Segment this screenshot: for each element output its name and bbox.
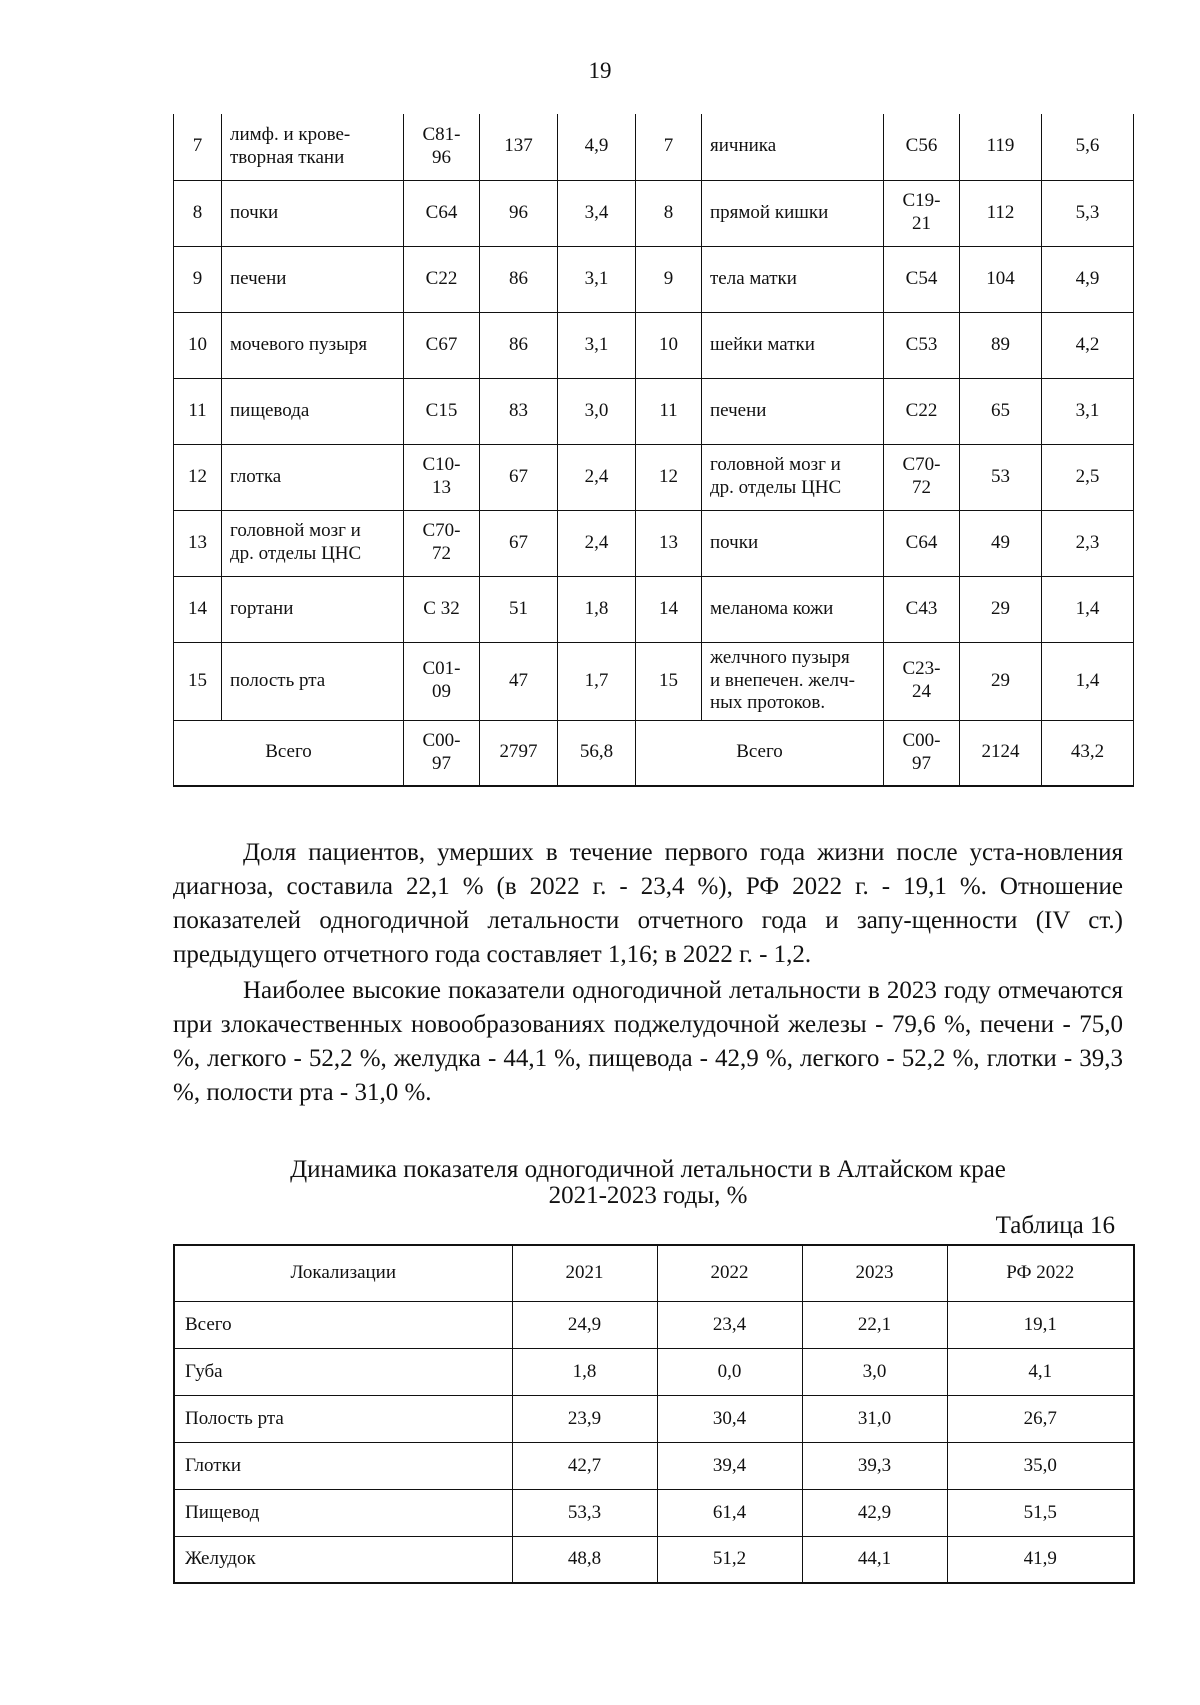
value-cell: 0,0 [657,1348,802,1395]
absolute-count-cell: 86 [480,246,558,312]
percent-cell: 56,8 [558,720,636,786]
percent-cell: 3,1 [558,312,636,378]
percent-cell: 2,4 [558,444,636,510]
column-header: 2022 [657,1245,802,1301]
table-caption [173,1157,1123,1210]
icd-code-cell: С56 [884,114,960,180]
site-name-cell: гортани [222,576,404,642]
icd-code-cell: С53 [884,312,960,378]
site-name-cell: шейки матки [702,312,884,378]
absolute-count-cell: 86 [480,312,558,378]
value-cell: 22,1 [802,1301,947,1348]
icd-code-cell: С23- 24 [884,642,960,720]
site-name-cell: головной мозг и др. отделы ЦНС [222,510,404,576]
icd-code-cell: С15 [404,378,480,444]
table-row [174,1536,1134,1583]
rank-cell: 14 [636,576,702,642]
total-row [174,720,1134,786]
absolute-count-cell: 47 [480,642,558,720]
icd-code-cell: С67 [404,312,480,378]
value-cell: 23,4 [657,1301,802,1348]
absolute-count-cell: 67 [480,510,558,576]
absolute-count-cell: 112 [960,180,1042,246]
value-cell: 41,9 [947,1536,1134,1583]
rank-cell: 12 [636,444,702,510]
rank-cell: 7 [636,114,702,180]
caption-line-2: 2021-2023 годы, % [548,1182,748,1210]
total-label-cell: Всего [174,720,404,786]
site-name-cell: почки [702,510,884,576]
table-row [174,510,1134,576]
site-name-cell: мочевого пузыря [222,312,404,378]
percent-cell: 2,4 [558,510,636,576]
site-name-cell: почки [222,180,404,246]
value-cell: 42,7 [512,1442,657,1489]
absolute-count-cell: 51 [480,576,558,642]
icd-code-cell: С81- 96 [404,114,480,180]
value-cell: 26,7 [947,1395,1134,1442]
percent-cell: 4,2 [1042,312,1134,378]
value-cell: 1,8 [512,1348,657,1395]
caption-line-1: Динамика показателя одногодичной летальности в Алтайском крае [290,1156,1006,1183]
icd-code-cell: С43 [884,576,960,642]
rank-cell: 11 [636,378,702,444]
rank-cell: 8 [636,180,702,246]
value-cell: 24,9 [512,1301,657,1348]
percent-cell: 3,4 [558,180,636,246]
percent-cell: 4,9 [558,114,636,180]
absolute-count-cell: 119 [960,114,1042,180]
value-cell: 31,0 [802,1395,947,1442]
value-cell: 61,4 [657,1489,802,1536]
table-row [174,246,1134,312]
icd-code-cell: С19- 21 [884,180,960,246]
absolute-count-cell: 2124 [960,720,1042,786]
value-cell: 48,8 [512,1536,657,1583]
percent-cell: 1,7 [558,642,636,720]
percent-cell: 2,3 [1042,510,1134,576]
percent-cell: 1,8 [558,576,636,642]
rank-cell: 13 [174,510,222,576]
icd-code-cell: С54 [884,246,960,312]
column-header: 2021 [512,1245,657,1301]
table-row [174,1348,1134,1395]
icd-code-cell: С64 [404,180,480,246]
rank-cell: 14 [174,576,222,642]
absolute-count-cell: 53 [960,444,1042,510]
percent-cell: 5,3 [1042,180,1134,246]
table-row [174,642,1134,720]
column-header: Локализации [174,1245,512,1301]
site-name-cell: меланома кожи [702,576,884,642]
icd-code-cell: С70- 72 [884,444,960,510]
site-name-cell: лимф. и крове- творная ткани [222,114,404,180]
icd-code-cell: С00- 97 [884,720,960,786]
percent-cell: 1,4 [1042,576,1134,642]
localization-cell: Губа [174,1348,512,1395]
table-row [174,1395,1134,1442]
percent-cell: 3,0 [558,378,636,444]
value-cell: 23,9 [512,1395,657,1442]
table-row [174,378,1134,444]
value-cell: 30,4 [657,1395,802,1442]
icd-code-cell: С22 [404,246,480,312]
site-name-cell: полость рта [222,642,404,720]
rank-cell: 11 [174,378,222,444]
total-label-cell: Всего [636,720,884,786]
upper-cancer-ranking-table [173,114,1134,787]
localization-cell: Полость рта [174,1395,512,1442]
absolute-count-cell: 137 [480,114,558,180]
table-row [174,312,1134,378]
site-name-cell: печени [702,378,884,444]
site-name-cell: глотка [222,444,404,510]
icd-code-cell: С00- 97 [404,720,480,786]
icd-code-cell: С01- 09 [404,642,480,720]
rank-cell: 10 [174,312,222,378]
icd-code-cell: С 32 [404,576,480,642]
paragraph-highest-rates: Наиболее высокие показатели одногодичной летальности в 2023 году отмечаются при злокачественных новообразованиях поджелудочной железы - 79,6 %, печени - 75,0 %, легкого - 52,2 %, желудка - 44,1 %, пищевода - 42,9 %, легкого - 52,2 %, глотки - 39,3 %, полости рта - 31,0 %. [173,977,1123,1106]
rank-cell: 10 [636,312,702,378]
page-number: 19 [588,58,612,83]
site-name-cell: головной мозг и др. отделы ЦНС [702,444,884,510]
absolute-count-cell: 49 [960,510,1042,576]
site-name-cell: желчного пузыря и внепечен. желч- ных протоков. [702,642,884,720]
value-cell: 51,2 [657,1536,802,1583]
percent-cell: 1,4 [1042,642,1134,720]
table-row [174,1301,1134,1348]
value-cell: 3,0 [802,1348,947,1395]
percent-cell: 4,9 [1042,246,1134,312]
percent-cell: 2,5 [1042,444,1134,510]
column-header: 2023 [802,1245,947,1301]
site-name-cell: тела матки [702,246,884,312]
rank-cell: 9 [636,246,702,312]
table-row [174,1442,1134,1489]
absolute-count-cell: 65 [960,378,1042,444]
percent-cell: 43,2 [1042,720,1134,786]
absolute-count-cell: 96 [480,180,558,246]
table-row [174,180,1134,246]
localization-cell: Пищевод [174,1489,512,1536]
rank-cell: 9 [174,246,222,312]
site-name-cell: пищевода [222,378,404,444]
icd-code-cell: С64 [884,510,960,576]
icd-code-cell: С10- 13 [404,444,480,510]
rank-cell: 15 [636,642,702,720]
rank-cell: 12 [174,444,222,510]
absolute-count-cell: 104 [960,246,1042,312]
absolute-count-cell: 83 [480,378,558,444]
table-number-label: Таблица 16 [995,1212,1115,1239]
percent-cell: 5,6 [1042,114,1134,180]
value-cell: 44,1 [802,1536,947,1583]
rank-cell: 15 [174,642,222,720]
value-cell: 39,3 [802,1442,947,1489]
localization-cell: Всего [174,1301,512,1348]
value-cell: 39,4 [657,1442,802,1489]
one-year-mortality-table [173,1244,1135,1584]
absolute-count-cell: 67 [480,444,558,510]
value-cell: 53,3 [512,1489,657,1536]
rank-cell: 13 [636,510,702,576]
value-cell: 42,9 [802,1489,947,1536]
rank-cell: 8 [174,180,222,246]
localization-cell: Желудок [174,1536,512,1583]
table-row [174,444,1134,510]
site-name-cell: печени [222,246,404,312]
table-row [174,576,1134,642]
absolute-count-cell: 29 [960,642,1042,720]
absolute-count-cell: 89 [960,312,1042,378]
rank-cell: 7 [174,114,222,180]
value-cell: 4,1 [947,1348,1134,1395]
icd-code-cell: С70- 72 [404,510,480,576]
absolute-count-cell: 29 [960,576,1042,642]
paragraph-mortality-share: Доля пациентов, умерших в течение первого года жизни после уста-новления диагноза, составила 22,1 % (в 2022 г. - 23,4 %), РФ 2022 г. - 19,1 %. Отношение показателей одногодичной летальности отчетного года и запу-щенности (IV ст.) предыдущего отчетного года составляет 1,16; в 2022 г. - 1,2. [173,839,1123,968]
site-name-cell: прямой кишки [702,180,884,246]
value-cell: 51,5 [947,1489,1134,1536]
site-name-cell: яичника [702,114,884,180]
body-text [173,836,1123,1112]
localization-cell: Глотки [174,1442,512,1489]
table-row [174,114,1134,180]
absolute-count-cell: 2797 [480,720,558,786]
value-cell: 19,1 [947,1301,1134,1348]
table-row [174,1489,1134,1536]
value-cell: 35,0 [947,1442,1134,1489]
percent-cell: 3,1 [558,246,636,312]
percent-cell: 3,1 [1042,378,1134,444]
icd-code-cell: С22 [884,378,960,444]
column-header: РФ 2022 [947,1245,1134,1301]
